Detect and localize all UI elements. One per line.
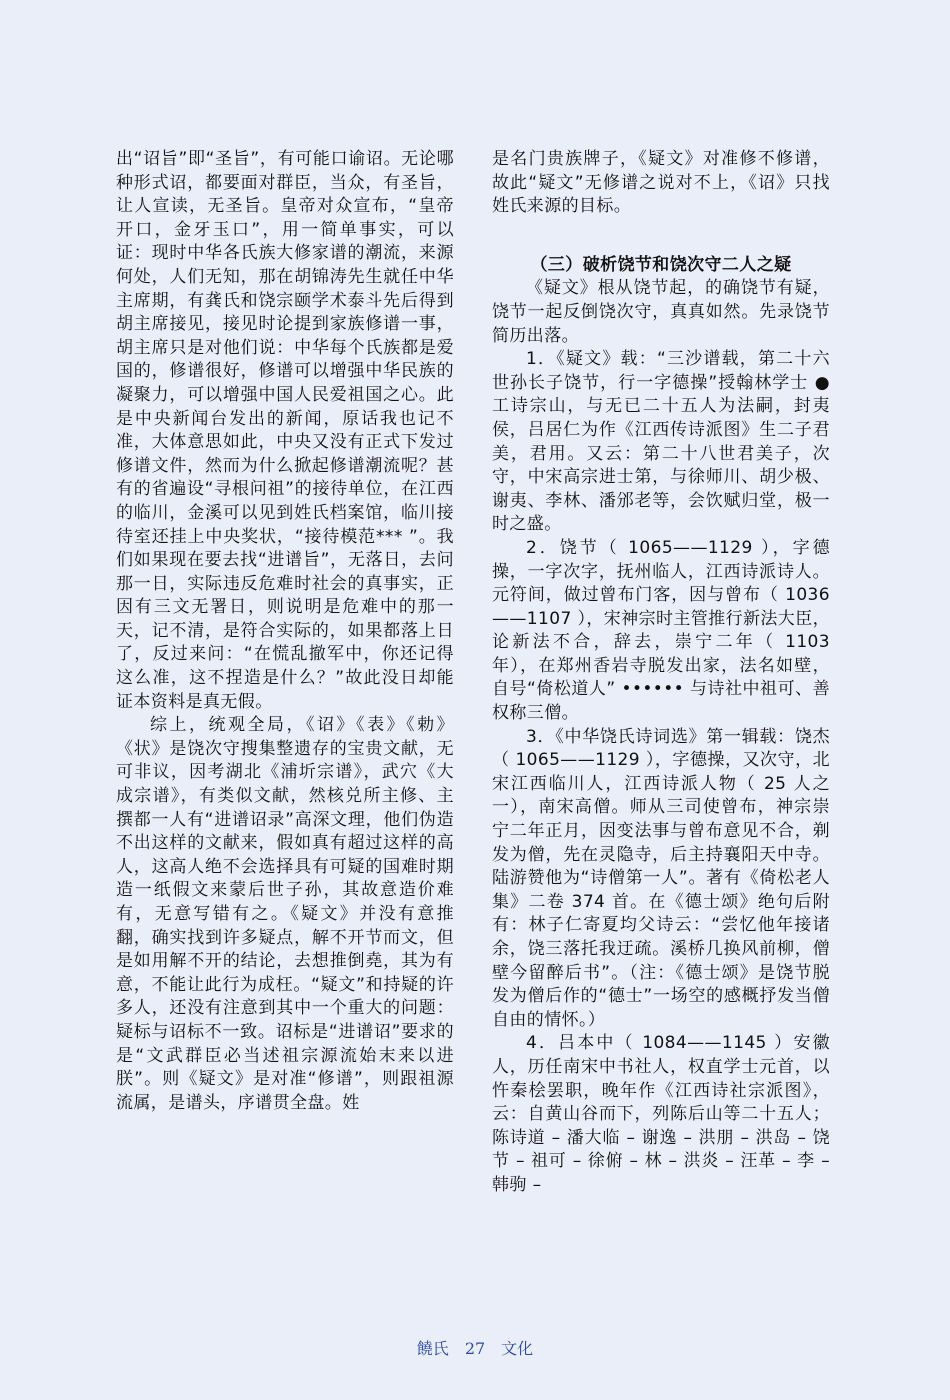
right-paragraph-4: 3．《中华饶氏诗词选》第一辑载：饶杰（ 1065——1129 ），字德操，又次守，北宋江西临川人，江西诗派人物（ 25 人之一），南宋高僧。师从三司使曾布，神宗崇宁二年正月，因变法事与曾布意见不合，剃发为僧，先在灵隐寺，后主持襄阳天中寺。陆游赞他为“诗僧第一人”。著有《倚松老人集》二卷 374 首。在《德士颂》绝句后附有：林子仁寄夏均父诗云：“尝忆他年接诸余，饶三落托我迂疏。溪桥几换风前柳，僧壁今留醉后书”。（注：《德士颂》是饶节脱发为僧后作的“德士”一场空的感概抒发当僧自由的情怀。） [492,726,830,1030]
right-column [492,148,830,1198]
footer-journal-right: 文化 [501,1339,534,1358]
section-heading: （三）破析饶节和饶次守二人之疑 [530,254,792,275]
footer-journal-left: 饒氏 [416,1339,449,1358]
left-paragraph-1: 出“诏旨”即“圣旨”，有可能口谕诏。无论哪种形式诏，都要面对群臣，当众，有圣旨，让人宣读，无圣旨。皇帝对众宣布，“皇帝开口，金牙玉口”，用一简单事实，可以证：现时中华各氏族大修家谱的潮流，来源何处，人们无知，那在胡锦涛先生就任中华主席期，有龚氏和饶宗颐学术泰斗先后得到胡主席接见，接见时论提到家族修谱一事，胡主席只是对他们说：中华每个氏族都是爱国的，修谱很好，修谱可以增强中华民族的凝聚力，可以增强中国人民爱祖国之心。此是中央新闻台发出的新闻，原话我也记不准，大体意思如此，中央又没有正式下发过修谱文件，然而为什么掀起修谱潮流呢？甚有的省遍设“寻根问祖”的接待单位，在江西的临川，金溪可以见到姓氏档案馆，临川接待室还挂上中央奖状，“接待模范*** ”。我们如果现在要去找“进谱旨”，无落日，去问那一日，实际违反危难时社会的真事实，正因有三文无署日，则说明是危难中的那一天，记不清，是符合实际的，如果都落上日了，反过来问：“在慌乱撤军中，你还记得这么准，这不捏造是什么？”故此没日却能证本资料是真无假。 [116,149,454,712]
right-paragraph-3: 2．饶节（ 1065——1129 ），字德操，一字次字，抚州临人，江西诗派诗人。元符间，做过曾布门客，因与曾布（ 1036——1107 ），宋神宗时主管推行新法大臣，论新法不合，辞去，崇宁二年（ 1103 年），在郑州香岩寺脱发出家，法名如壁，自号“倚松道人” •••••• 与诗社中祖可、善权称三僧。 [492,537,830,724]
right-paragraph-1: 《疑文》根从饶节起，的确饶节有疑，饶节一起反倒饶次守，真真如然。先录饶节简历出落。 [492,278,830,346]
left-paragraph-2: 综上，统观全局，《诏》《表》《勅》《状》是饶次守搜集整遗存的宝贵文献，无可非议，因考湖北《浦圻宗谱》，武穴《大成宗谱》，有类似文献，然核兑所主修、主撰都一人有“进谱诏录”高深文理，他们伪造不出这样的文献来，假如真有超过这样的高人，这高人绝不会选择具有可疑的国难时期造一纸假文来蒙后世子孙，其故意造价难有，无意写错有之。《疑文》并没有意推翻，确实找到许多疑点，解不开节而文，但是如用解不开的结论，去想推倒堯，其为有意，不能让此行为成枉。“疑文”和持疑的许多人，还没有注意到其中一个重大的问题：疑标与诏标不一致。诏标是“进谱诏”要求的是“文武群臣必当述祖宗源流始末来以进朕”。则《疑文》是对准“修谱”，则跟祖源流属，是谱头，序谱贯全盘。姓 [116,715,454,1113]
page-footer [0,1338,950,1360]
left-column [116,148,454,1115]
right-intro-paragraph: 是名门贵族牌子，《疑文》对准修不修谱，故此“疑文”无修谱之说对不上，《诏》只找姓氏来源的目标。 [492,149,830,217]
page-number: 27 [464,1339,486,1358]
right-paragraph-5: 4．吕本中（ 1084——1145 ）安徽人，历任南宋中书社人，权直学士元首，以忤秦桧罢职，晚年作《江西诗社宗派图》，云：自黄山谷而下，列陈后山等二十五人；陈诗道 – 潘大临 – 谢逸 – 洪朋 – 洪岛 – 饶节 – 祖可 – 徐俯 – 林 – 洪炎 – 汪革 – 李 – 韩驹 – [492,1033,830,1195]
right-paragraph-2: 1．《疑文》载：“三沙谱载，第二十六世孙长子饶节，行一字德操”授翰林学士 ● 工诗宗山，与无已二十五人为法嗣，封夷侯，吕居仁为作《江西传诗派图》生二子君美，君用。又云：第二十八世君美子，次守，中宋高宗进士第，与徐师川、胡少极、谢夷、李林、潘邠老等，会饮赋归堂，极一时之盛。 [492,349,830,535]
